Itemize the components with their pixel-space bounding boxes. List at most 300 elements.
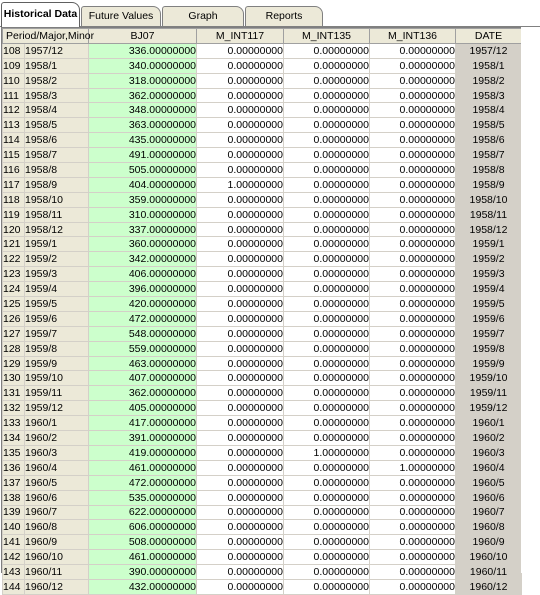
row-number-cell: 121 [3, 237, 25, 252]
m-int135-cell[interactable]: 0.00000000 [284, 43, 370, 58]
m-int135-cell[interactable]: 0.00000000 [284, 416, 370, 431]
date-cell[interactable]: 1959/1 [456, 237, 522, 252]
period-cell[interactable]: 1958/4 [25, 103, 89, 118]
table-row[interactable] [3, 297, 522, 312]
bj07-cell[interactable]: 340.00000000 [89, 58, 197, 73]
bj07-cell[interactable]: 622.00000000 [89, 505, 197, 520]
date-cell[interactable]: 1960/8 [456, 520, 522, 535]
row-number-cell: 136 [3, 460, 25, 475]
table-row[interactable] [3, 490, 522, 505]
date-cell[interactable]: 1959/7 [456, 326, 522, 341]
m-int136-cell[interactable]: 0.00000000 [370, 163, 456, 178]
period-cell[interactable]: 1960/12 [25, 579, 89, 594]
table-row[interactable] [3, 163, 522, 178]
table-row[interactable] [3, 207, 522, 222]
m-int117-cell[interactable]: 0.00000000 [197, 445, 284, 460]
period-cell[interactable]: 1959/11 [25, 386, 89, 401]
date-cell[interactable]: 1959/8 [456, 341, 522, 356]
bj07-cell[interactable]: 432.00000000 [89, 579, 197, 594]
date-cell[interactable]: 1960/6 [456, 490, 522, 505]
m-int136-cell[interactable]: 0.00000000 [370, 386, 456, 401]
period-cell[interactable]: 1959/1 [25, 237, 89, 252]
bj07-cell[interactable]: 472.00000000 [89, 311, 197, 326]
table-row[interactable] [3, 43, 522, 58]
table-row[interactable] [3, 133, 522, 148]
period-cell[interactable]: 1960/6 [25, 490, 89, 505]
m-int135-cell[interactable]: 0.00000000 [284, 222, 370, 237]
m-int136-cell[interactable]: 0.00000000 [370, 326, 456, 341]
period-cell[interactable]: 1958/1 [25, 58, 89, 73]
table-row[interactable] [3, 267, 522, 282]
date-cell[interactable]: 1959/5 [456, 297, 522, 312]
data-grid[interactable] [1, 27, 521, 593]
period-cell[interactable]: 1960/11 [25, 565, 89, 580]
date-cell[interactable]: 1958/8 [456, 163, 522, 178]
m-int136-cell[interactable]: 0.00000000 [370, 103, 456, 118]
table-row[interactable] [3, 118, 522, 133]
m-int117-cell[interactable]: 0.00000000 [197, 326, 284, 341]
bj07-cell[interactable]: 391.00000000 [89, 431, 197, 446]
period-cell[interactable]: 1959/10 [25, 371, 89, 386]
m-int117-cell[interactable]: 0.00000000 [197, 475, 284, 490]
column-header-m-int136[interactable]: M_INT136 [370, 29, 456, 44]
table-row[interactable] [3, 445, 522, 460]
bj07-cell[interactable]: 396.00000000 [89, 282, 197, 297]
date-cell[interactable]: 1959/11 [456, 386, 522, 401]
bj07-cell[interactable]: 420.00000000 [89, 297, 197, 312]
m-int117-cell[interactable]: 0.00000000 [197, 386, 284, 401]
m-int136-cell[interactable]: 0.00000000 [370, 371, 456, 386]
m-int117-cell[interactable]: 0.00000000 [197, 207, 284, 222]
m-int136-cell[interactable]: 0.00000000 [370, 445, 456, 460]
m-int135-cell[interactable]: 0.00000000 [284, 192, 370, 207]
m-int136-cell[interactable]: 0.00000000 [370, 118, 456, 133]
m-int135-cell[interactable]: 0.00000000 [284, 118, 370, 133]
m-int135-cell[interactable]: 0.00000000 [284, 386, 370, 401]
m-int117-cell[interactable]: 0.00000000 [197, 103, 284, 118]
period-cell[interactable]: 1960/8 [25, 520, 89, 535]
row-number-cell: 120 [3, 222, 25, 237]
m-int117-cell[interactable]: 0.00000000 [197, 535, 284, 550]
date-cell[interactable]: 1960/4 [456, 460, 522, 475]
tab-graph[interactable]: Graph [162, 6, 244, 26]
period-cell[interactable]: 1959/3 [25, 267, 89, 282]
table-row[interactable] [3, 73, 522, 88]
m-int136-cell[interactable]: 0.00000000 [370, 550, 456, 565]
m-int136-cell[interactable]: 0.00000000 [370, 401, 456, 416]
bj07-cell[interactable]: 461.00000000 [89, 460, 197, 475]
date-cell[interactable]: 1960/5 [456, 475, 522, 490]
m-int117-cell[interactable]: 0.00000000 [197, 252, 284, 267]
date-cell[interactable]: 1960/10 [456, 550, 522, 565]
period-cell[interactable]: 1959/9 [25, 356, 89, 371]
table-row[interactable] [3, 148, 522, 163]
row-number-cell: 142 [3, 550, 25, 565]
date-cell[interactable]: 1959/9 [456, 356, 522, 371]
m-int117-cell[interactable]: 0.00000000 [197, 550, 284, 565]
period-cell[interactable]: 1958/6 [25, 133, 89, 148]
table-row[interactable] [3, 282, 522, 297]
table-row[interactable] [3, 401, 522, 416]
date-cell[interactable]: 1958/6 [456, 133, 522, 148]
m-int117-cell[interactable]: 0.00000000 [197, 297, 284, 312]
m-int136-cell[interactable]: 0.00000000 [370, 43, 456, 58]
m-int117-cell[interactable]: 0.00000000 [197, 58, 284, 73]
bj07-cell[interactable]: 310.00000000 [89, 207, 197, 222]
date-cell[interactable]: 1959/4 [456, 282, 522, 297]
column-header-m-int117[interactable]: M_INT117 [197, 29, 284, 44]
row-number-cell: 138 [3, 490, 25, 505]
m-int117-cell[interactable]: 0.00000000 [197, 148, 284, 163]
m-int117-cell[interactable]: 0.00000000 [197, 341, 284, 356]
m-int135-cell[interactable]: 0.00000000 [284, 401, 370, 416]
date-cell[interactable]: 1960/3 [456, 445, 522, 460]
bj07-cell[interactable]: 337.00000000 [89, 222, 197, 237]
table-row[interactable] [3, 222, 522, 237]
m-int136-cell[interactable]: 0.00000000 [370, 490, 456, 505]
m-int135-cell[interactable]: 0.00000000 [284, 297, 370, 312]
period-cell[interactable]: 1960/3 [25, 445, 89, 460]
m-int135-cell[interactable]: 0.00000000 [284, 475, 370, 490]
row-number-cell: 122 [3, 252, 25, 267]
bj07-cell[interactable]: 359.00000000 [89, 192, 197, 207]
bj07-cell[interactable]: 491.00000000 [89, 148, 197, 163]
m-int136-cell[interactable]: 1.00000000 [370, 460, 456, 475]
date-cell[interactable]: 1958/12 [456, 222, 522, 237]
table-row[interactable] [3, 326, 522, 341]
row-number-cell: 118 [3, 192, 25, 207]
period-cell[interactable]: 1958/12 [25, 222, 89, 237]
period-cell[interactable]: 1958/10 [25, 192, 89, 207]
row-number-cell: 133 [3, 416, 25, 431]
date-cell[interactable]: 1960/1 [456, 416, 522, 431]
m-int135-cell[interactable]: 0.00000000 [284, 505, 370, 520]
period-cell[interactable]: 1958/8 [25, 163, 89, 178]
period-cell[interactable]: 1959/2 [25, 252, 89, 267]
period-cell[interactable]: 1959/8 [25, 341, 89, 356]
m-int135-cell[interactable]: 0.00000000 [284, 177, 370, 192]
right-margin [521, 27, 540, 573]
m-int135-cell[interactable]: 0.00000000 [284, 88, 370, 103]
m-int117-cell[interactable]: 0.00000000 [197, 565, 284, 580]
table-row[interactable] [3, 237, 522, 252]
m-int135-cell[interactable]: 0.00000000 [284, 579, 370, 594]
period-cell[interactable]: 1960/4 [25, 460, 89, 475]
m-int136-cell[interactable]: 0.00000000 [370, 252, 456, 267]
m-int135-cell[interactable]: 0.00000000 [284, 311, 370, 326]
header-row [3, 29, 522, 44]
tab-historical-data[interactable]: Historical Data [1, 2, 80, 27]
m-int136-cell[interactable]: 0.00000000 [370, 431, 456, 446]
m-int117-cell[interactable]: 0.00000000 [197, 267, 284, 282]
date-cell[interactable]: 1960/11 [456, 565, 522, 580]
date-cell[interactable]: 1960/2 [456, 431, 522, 446]
m-int136-cell[interactable]: 0.00000000 [370, 416, 456, 431]
table-row[interactable] [3, 356, 522, 371]
table-row[interactable] [3, 192, 522, 207]
row-number-cell: 135 [3, 445, 25, 460]
m-int136-cell[interactable]: 0.00000000 [370, 207, 456, 222]
date-cell[interactable]: 1958/4 [456, 103, 522, 118]
table-row[interactable] [3, 505, 522, 520]
m-int117-cell[interactable]: 0.00000000 [197, 401, 284, 416]
m-int136-cell[interactable]: 0.00000000 [370, 177, 456, 192]
m-int136-cell[interactable]: 0.00000000 [370, 133, 456, 148]
row-number-cell: 127 [3, 326, 25, 341]
m-int117-cell[interactable]: 0.00000000 [197, 282, 284, 297]
date-cell[interactable]: 1958/1 [456, 58, 522, 73]
row-number-cell: 119 [3, 207, 25, 222]
table-row[interactable] [3, 520, 522, 535]
period-cell[interactable]: 1959/6 [25, 311, 89, 326]
m-int117-cell[interactable]: 0.00000000 [197, 431, 284, 446]
m-int135-cell[interactable]: 0.00000000 [284, 103, 370, 118]
m-int135-cell[interactable]: 0.00000000 [284, 550, 370, 565]
m-int117-cell[interactable]: 0.00000000 [197, 490, 284, 505]
table-row[interactable] [3, 252, 522, 267]
m-int117-cell[interactable]: 0.00000000 [197, 356, 284, 371]
date-cell[interactable]: 1959/6 [456, 311, 522, 326]
m-int117-cell[interactable]: 0.00000000 [197, 579, 284, 594]
bj07-cell[interactable]: 342.00000000 [89, 252, 197, 267]
table-row[interactable] [3, 177, 522, 192]
bj07-cell[interactable]: 435.00000000 [89, 133, 197, 148]
tab-strip [0, 0, 540, 27]
period-cell[interactable]: 1960/7 [25, 505, 89, 520]
row-number-cell: 112 [3, 103, 25, 118]
date-cell[interactable]: 1958/2 [456, 73, 522, 88]
m-int136-cell[interactable]: 0.00000000 [370, 267, 456, 282]
table-row[interactable] [3, 386, 522, 401]
bj07-cell[interactable]: 461.00000000 [89, 550, 197, 565]
m-int136-cell[interactable]: 0.00000000 [370, 282, 456, 297]
bj07-cell[interactable]: 463.00000000 [89, 356, 197, 371]
date-cell[interactable]: 1960/7 [456, 505, 522, 520]
table-row[interactable] [3, 460, 522, 475]
m-int136-cell[interactable]: 0.00000000 [370, 565, 456, 580]
date-cell[interactable]: 1959/10 [456, 371, 522, 386]
table-row[interactable] [3, 579, 522, 594]
bj07-cell[interactable]: 390.00000000 [89, 565, 197, 580]
bj07-cell[interactable]: 405.00000000 [89, 401, 197, 416]
row-number-cell: 115 [3, 148, 25, 163]
m-int117-cell[interactable]: 0.00000000 [197, 73, 284, 88]
m-int136-cell[interactable]: 0.00000000 [370, 341, 456, 356]
table-row[interactable] [3, 311, 522, 326]
m-int135-cell[interactable]: 0.00000000 [284, 431, 370, 446]
period-cell[interactable]: 1958/9 [25, 177, 89, 192]
row-number-cell: 114 [3, 133, 25, 148]
m-int135-cell[interactable]: 0.00000000 [284, 148, 370, 163]
m-int136-cell[interactable]: 0.00000000 [370, 222, 456, 237]
row-number-cell: 124 [3, 282, 25, 297]
row-number-cell: 132 [3, 401, 25, 416]
date-cell[interactable]: 1959/12 [456, 401, 522, 416]
m-int117-cell[interactable]: 0.00000000 [197, 311, 284, 326]
table-row[interactable] [3, 341, 522, 356]
row-number-cell: 111 [3, 88, 25, 103]
m-int135-cell[interactable]: 0.00000000 [284, 341, 370, 356]
row-number-cell: 143 [3, 565, 25, 580]
date-cell[interactable]: 1957/12 [456, 43, 522, 58]
table-row[interactable] [3, 416, 522, 431]
column-header-m-int135[interactable]: M_INT135 [284, 29, 370, 44]
table-row[interactable] [3, 88, 522, 103]
table-row[interactable] [3, 535, 522, 550]
date-cell[interactable]: 1960/12 [456, 579, 522, 594]
column-header-period[interactable]: Period/Major,Minor [3, 29, 89, 44]
m-int117-cell[interactable]: 0.00000000 [197, 88, 284, 103]
bj07-cell[interactable]: 362.00000000 [89, 88, 197, 103]
table-row[interactable] [3, 103, 522, 118]
m-int117-cell[interactable]: 0.00000000 [197, 371, 284, 386]
m-int117-cell[interactable]: 0.00000000 [197, 192, 284, 207]
date-cell[interactable]: 1958/3 [456, 88, 522, 103]
table-row[interactable] [3, 58, 522, 73]
m-int117-cell[interactable]: 0.00000000 [197, 416, 284, 431]
bj07-cell[interactable]: 508.00000000 [89, 535, 197, 550]
m-int135-cell[interactable]: 0.00000000 [284, 326, 370, 341]
m-int135-cell[interactable]: 0.00000000 [284, 252, 370, 267]
date-cell[interactable]: 1958/9 [456, 177, 522, 192]
data-table [2, 28, 522, 595]
period-cell[interactable]: 1959/7 [25, 326, 89, 341]
m-int117-cell[interactable]: 0.00000000 [197, 460, 284, 475]
period-cell[interactable]: 1960/1 [25, 416, 89, 431]
table-row[interactable] [3, 371, 522, 386]
m-int136-cell[interactable]: 0.00000000 [370, 73, 456, 88]
row-number-cell: 110 [3, 73, 25, 88]
m-int136-cell[interactable]: 0.00000000 [370, 579, 456, 594]
m-int136-cell[interactable]: 0.00000000 [370, 148, 456, 163]
period-cell[interactable]: 1959/5 [25, 297, 89, 312]
period-cell[interactable]: 1959/4 [25, 282, 89, 297]
m-int117-cell[interactable]: 0.00000000 [197, 163, 284, 178]
row-number-cell: 134 [3, 431, 25, 446]
period-cell[interactable]: 1958/5 [25, 118, 89, 133]
date-cell[interactable]: 1958/7 [456, 148, 522, 163]
period-cell[interactable]: 1958/2 [25, 73, 89, 88]
m-int135-cell[interactable]: 0.00000000 [284, 371, 370, 386]
m-int117-cell[interactable]: 0.00000000 [197, 520, 284, 535]
bj07-cell[interactable]: 548.00000000 [89, 326, 197, 341]
period-cell[interactable]: 1960/10 [25, 550, 89, 565]
date-cell[interactable]: 1958/5 [456, 118, 522, 133]
bj07-cell[interactable]: 360.00000000 [89, 237, 197, 252]
bj07-cell[interactable]: 404.00000000 [89, 177, 197, 192]
m-int135-cell[interactable]: 0.00000000 [284, 267, 370, 282]
m-int117-cell[interactable]: 0.00000000 [197, 118, 284, 133]
row-number-cell: 128 [3, 341, 25, 356]
m-int117-cell[interactable]: 0.00000000 [197, 133, 284, 148]
row-number-cell: 137 [3, 475, 25, 490]
date-cell[interactable]: 1960/9 [456, 535, 522, 550]
bj07-cell[interactable]: 417.00000000 [89, 416, 197, 431]
m-int135-cell[interactable]: 0.00000000 [284, 565, 370, 580]
m-int135-cell[interactable]: 0.00000000 [284, 490, 370, 505]
m-int135-cell[interactable]: 0.00000000 [284, 207, 370, 222]
bj07-cell[interactable]: 472.00000000 [89, 475, 197, 490]
period-cell[interactable]: 1957/12 [25, 43, 89, 58]
bj07-cell[interactable]: 505.00000000 [89, 163, 197, 178]
table-row[interactable] [3, 550, 522, 565]
m-int136-cell[interactable]: 0.00000000 [370, 297, 456, 312]
period-cell[interactable]: 1960/2 [25, 431, 89, 446]
table-row[interactable] [3, 475, 522, 490]
m-int136-cell[interactable]: 0.00000000 [370, 520, 456, 535]
m-int135-cell[interactable]: 0.00000000 [284, 535, 370, 550]
table-row[interactable] [3, 431, 522, 446]
period-cell[interactable]: 1958/11 [25, 207, 89, 222]
bj07-cell[interactable]: 419.00000000 [89, 445, 197, 460]
m-int117-cell[interactable]: 0.00000000 [197, 237, 284, 252]
row-number-cell: 109 [3, 58, 25, 73]
bj07-cell[interactable]: 318.00000000 [89, 73, 197, 88]
m-int135-cell[interactable]: 0.00000000 [284, 58, 370, 73]
m-int136-cell[interactable]: 0.00000000 [370, 237, 456, 252]
m-int136-cell[interactable]: 0.00000000 [370, 311, 456, 326]
bj07-cell[interactable]: 606.00000000 [89, 520, 197, 535]
m-int136-cell[interactable]: 0.00000000 [370, 356, 456, 371]
bj07-cell[interactable]: 362.00000000 [89, 386, 197, 401]
m-int135-cell[interactable]: 0.00000000 [284, 520, 370, 535]
m-int135-cell[interactable]: 0.00000000 [284, 356, 370, 371]
m-int135-cell[interactable]: 0.00000000 [284, 460, 370, 475]
period-cell[interactable]: 1958/7 [25, 148, 89, 163]
column-header-bj07[interactable]: BJ07 [89, 29, 197, 44]
m-int117-cell[interactable]: 1.00000000 [197, 177, 284, 192]
bj07-cell[interactable]: 363.00000000 [89, 118, 197, 133]
m-int135-cell[interactable]: 0.00000000 [284, 163, 370, 178]
bj07-cell[interactable]: 406.00000000 [89, 267, 197, 282]
m-int136-cell[interactable]: 0.00000000 [370, 475, 456, 490]
m-int117-cell[interactable]: 0.00000000 [197, 222, 284, 237]
m-int136-cell[interactable]: 0.00000000 [370, 58, 456, 73]
date-cell[interactable]: 1959/2 [456, 252, 522, 267]
m-int136-cell[interactable]: 0.00000000 [370, 505, 456, 520]
bj07-cell[interactable]: 535.00000000 [89, 490, 197, 505]
date-cell[interactable]: 1958/10 [456, 192, 522, 207]
bj07-cell[interactable]: 559.00000000 [89, 341, 197, 356]
date-cell[interactable]: 1959/3 [456, 267, 522, 282]
m-int135-cell[interactable]: 0.00000000 [284, 133, 370, 148]
period-cell[interactable]: 1960/9 [25, 535, 89, 550]
m-int136-cell[interactable]: 0.00000000 [370, 192, 456, 207]
m-int136-cell[interactable]: 0.00000000 [370, 535, 456, 550]
tab-future-values[interactable]: Future Values [81, 6, 161, 26]
tab-reports[interactable]: Reports [245, 6, 323, 26]
column-header-date[interactable]: DATE [456, 29, 522, 44]
period-cell[interactable]: 1960/5 [25, 475, 89, 490]
period-cell[interactable]: 1959/12 [25, 401, 89, 416]
m-int135-cell[interactable]: 0.00000000 [284, 282, 370, 297]
bj07-cell[interactable]: 407.00000000 [89, 371, 197, 386]
m-int117-cell[interactable]: 0.00000000 [197, 43, 284, 58]
row-number-cell: 126 [3, 311, 25, 326]
date-cell[interactable]: 1958/11 [456, 207, 522, 222]
bj07-cell[interactable]: 348.00000000 [89, 103, 197, 118]
bj07-cell[interactable]: 336.00000000 [89, 43, 197, 58]
m-int135-cell[interactable]: 0.00000000 [284, 73, 370, 88]
m-int135-cell[interactable]: 1.00000000 [284, 445, 370, 460]
row-number-cell: 139 [3, 505, 25, 520]
m-int136-cell[interactable]: 0.00000000 [370, 88, 456, 103]
row-number-cell: 144 [3, 579, 25, 594]
m-int117-cell[interactable]: 0.00000000 [197, 505, 284, 520]
table-row[interactable] [3, 565, 522, 580]
m-int135-cell[interactable]: 0.00000000 [284, 237, 370, 252]
period-cell[interactable]: 1958/3 [25, 88, 89, 103]
